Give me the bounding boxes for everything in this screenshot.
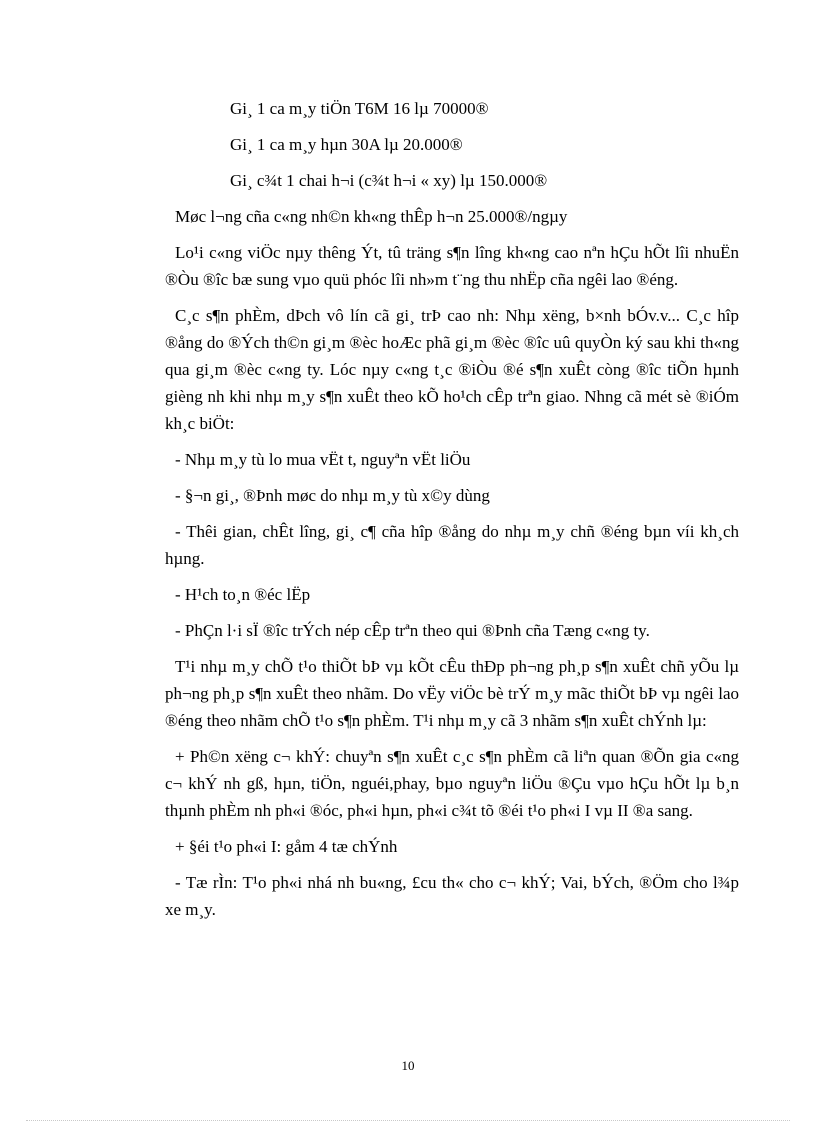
paragraph-wage: Møc l¬ng cña c«ng nh©n kh«ng thÊp h¬n 25.000®/ngµy: [175, 207, 568, 226]
page-number: 10: [401, 1058, 415, 1073]
paragraph-mechanical-workshop: + Ph©n xëng c¬ khÝ: chuyªn s¶n xuÊt c¸c s¶n phÈm cã liªn quan ®Õn gia c«ng c¬ khÝ nh gß, hµn, tiÖn, nguéi,phay, bµo nguyªn liÖu ®Çu vµo hÇu hÕt lµ b¸n thµnh phÈm nh ph«i ®óc, ph«i hµn, ph«i c¾t tõ ®éi t¹o ph«i I vµ II ®a sang.: [165, 747, 739, 820]
list-item: - Thêi gian, chÊt lîng, gi¸ c¶ cña hîp ®ång do nhµ m¸y chñ ®éng bµn víi kh¸ch hµng.: [165, 522, 739, 568]
list-item: - H¹ch to¸n ®éc lËp: [175, 585, 311, 604]
price-line-lathe: Gi¸ 1 ca m¸y tiÖn T6M 16 lµ 70000®: [230, 99, 489, 118]
paragraph-blank-team: + §éi t¹o ph«i I: gåm 4 tæ chÝnh: [175, 837, 398, 856]
paragraph-profit: Lo¹i c«ng viÖc nµy thêng Ýt, tû träng s¶n lîng kh«ng cao nªn hÇu hÕt lîi nhuËn ®Òu ®îc bæ sung vµo quü phóc lîi nh»m t¨ng thu nhËp cña ngêi lao ®éng.: [165, 243, 739, 289]
list-item: - §¬n gi¸, ®Þnh møc do nhµ m¸y tù x©y dùng: [175, 486, 490, 505]
paragraph-large-products: C¸c s¶n phÈm, dÞch vô lín cã gi¸ trÞ cao nh: Nhµ xëng, b×nh bÓv.v... C¸c hîp ®ång do ®Ých th©n gi¸m ®èc hoÆc phã gi¸m ®èc ®îc uû quyÒn ký sau khi th«ng qua gi¸m ®èc c«ng ty. Lóc nµy c«ng t¸c ®iÒu ®é s¶n xuÊt còng ®îc tiÕn hµnh gièng nh khi nhµ m¸y s¶n xuÊt theo kÕ ho¹ch cÊp trªn giao. Nhng cã mét sè ®iÓm kh¸c biÖt:: [165, 306, 739, 433]
price-line-gas-cutting: Gi¸ c¾t 1 chai h¬i (c¾t h¬i « xy) lµ 150.000®: [230, 171, 548, 190]
paragraph-forging-group: - Tæ rÌn: T¹o ph«i nhá nh bu«ng, £cu th« cho c¬ khÝ; Vai, bÝch, ®Öm cho l¾p xe m¸y.: [165, 873, 739, 919]
price-line-welder: Gi¸ 1 ca m¸y hµn 30A lµ 20.000®: [230, 135, 463, 154]
footer-dotted-rule: [26, 1120, 790, 1121]
page-content: [165, 95, 739, 932]
list-item: - PhÇn l·i sÏ ®îc trÝch nép cÊp trªn theo qui ®Þnh cña Tæng c«ng ty.: [175, 621, 650, 640]
list-item: - Nhµ m¸y tù lo mua vËt t, nguyªn vËt liÖu: [175, 450, 471, 469]
paragraph-production-method: T¹i nhµ m¸y chÕ t¹o thiÕt bÞ vµ kÕt cÊu thÐp ph¬ng ph¸p s¶n xuÊt chñ yÕu lµ ph¬ng ph¸p s¶n xuÊt theo nhãm. Do vËy viÖc bè trÝ m¸y mãc thiÕt bÞ vµ ngêi lao ®éng theo nhãm chÕ t¹o s¶n phÈm. T¹i nhµ m¸y cã 3 nhãm s¶n xuÊt chÝnh lµ:: [165, 657, 739, 730]
